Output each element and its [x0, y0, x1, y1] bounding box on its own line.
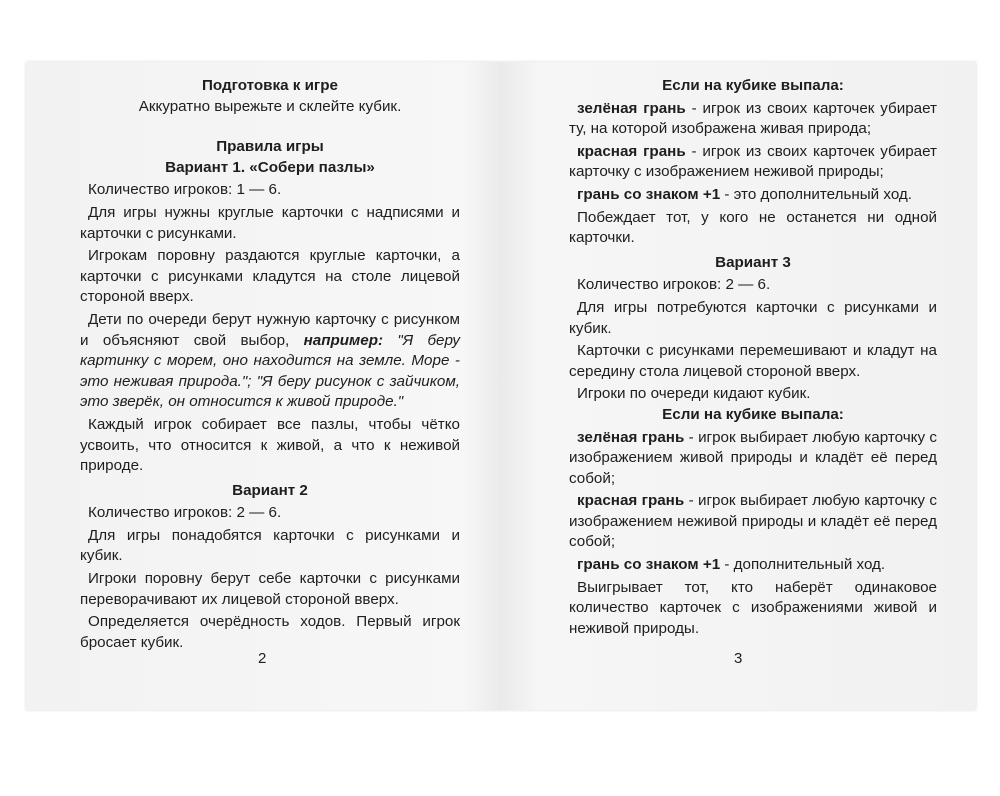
- win-condition: Побеждает тот, у кого не останется ни одной карточки.: [569, 208, 937, 247]
- variant-3-paragraph: Для игры потребуются карточки с рисунками и кубик.: [569, 298, 937, 337]
- preparation-text: Аккуратно вырежьте и склейте кубик.: [138, 97, 402, 115]
- rule-term: зелёная грань: [577, 99, 686, 117]
- dice-heading: Если на кубике выпала:: [662, 405, 844, 423]
- rule-term: грань со знаком +1: [577, 185, 721, 203]
- rule-term: грань со знаком +1: [577, 556, 721, 574]
- variant-2-players: Количество игроков: 2 — 6.: [88, 504, 282, 522]
- variant-3-paragraph: Карточки с рисунками перемешивают и кладут на середину стола лицевой стороной вверх.: [569, 342, 937, 380]
- variant-1-paragraph: Для игры нужны круглые карточки с надписями и карточки с рисунками.: [80, 203, 460, 242]
- heading-preparation: Подготовка к игре: [202, 77, 338, 94]
- dice-heading: Если на кубике выпала:: [662, 77, 844, 94]
- rule-text: - игрок выбирает любую карточку с изображением неживой природы и кладёт её перед собой;: [569, 492, 937, 551]
- variant-1-paragraph: Каждый игрок собирает все пазлы, чтобы чётко усвоить, что относится к живой, а что к неживой природе.: [80, 415, 460, 475]
- red-face-rule: [569, 142, 937, 183]
- rule-term: зелёная грань: [577, 428, 685, 446]
- rule-text: - это дополнительный ход.: [720, 185, 913, 203]
- variant-3-players: Количество игроков: 2 — 6.: [577, 276, 771, 294]
- rule-term: красная грань: [577, 492, 685, 510]
- rule-text: - игрок из своих карточек убирает карточку с изображением неживой природы;: [569, 142, 937, 181]
- left-page-content: [80, 76, 460, 653]
- heading-rules: Правила игры: [216, 138, 324, 156]
- green-face-rule: [569, 428, 937, 490]
- left-page: [26, 62, 501, 710]
- rule-term: красная грань: [577, 142, 686, 160]
- rule-text: - дополнительный ход.: [720, 556, 886, 574]
- page-number: 3: [734, 650, 743, 667]
- variant-1-players: Количество игроков: 1 — 6.: [88, 181, 282, 199]
- variant-3-paragraph: Игроки по очереди кидают кубик.: [577, 385, 811, 403]
- booklet-spread: [26, 62, 976, 710]
- variant-1-paragraph: Игрокам поровну раздаются круглые карточки, а карточки с рисунками кладутся на столе лицевой стороной вверх.: [80, 247, 460, 306]
- page-number: 2: [258, 650, 267, 667]
- variant-1-example-paragraph: [80, 310, 460, 413]
- red-face-rule: [569, 491, 937, 553]
- right-page-content: [569, 76, 937, 639]
- plus-one-face-rule: [569, 185, 937, 206]
- rule-text: - игрок выбирает любую карточку с изображением живой природы и кладёт её перед собой;: [569, 428, 937, 487]
- paragraph-text: Дети по очереди берут нужную карточку с рисунком и объясняют свой выбор,: [80, 310, 460, 349]
- variant-2-title: Вариант 2: [232, 481, 308, 499]
- example-label: например:: [303, 331, 384, 349]
- win-condition: Выигрывает тот, кто наберёт одинаковое количество карточек с изображениями живой и неживой природы.: [569, 578, 937, 637]
- variant-2-paragraph: Игроки поровну берут себе карточки с рисунками переворачивают их лицевой стороной вверх.: [80, 570, 460, 608]
- variant-3-title: Вариант 3: [715, 253, 791, 271]
- rule-text: - игрок из своих карточек убирает ту, на которой изображена живая природа;: [569, 99, 937, 138]
- variant-1-title: Вариант 1. «Собери пазлы»: [165, 158, 375, 176]
- variant-2-paragraph: Определяется очерёдность ходов. Первый игрок бросает кубик.: [80, 613, 460, 651]
- variant-2-paragraph: Для игры понадобятся карточки с рисунками и кубик.: [80, 526, 460, 565]
- example-quote: "Я беру картинку с морем, оно находится на земле. Море - это неживая природа."; "Я беру рисунок с зайчиком, это зверёк, он относится к живой природе.": [80, 331, 460, 411]
- plus-one-face-rule: [569, 555, 937, 576]
- right-page: [501, 62, 976, 710]
- green-face-rule: [569, 99, 937, 140]
